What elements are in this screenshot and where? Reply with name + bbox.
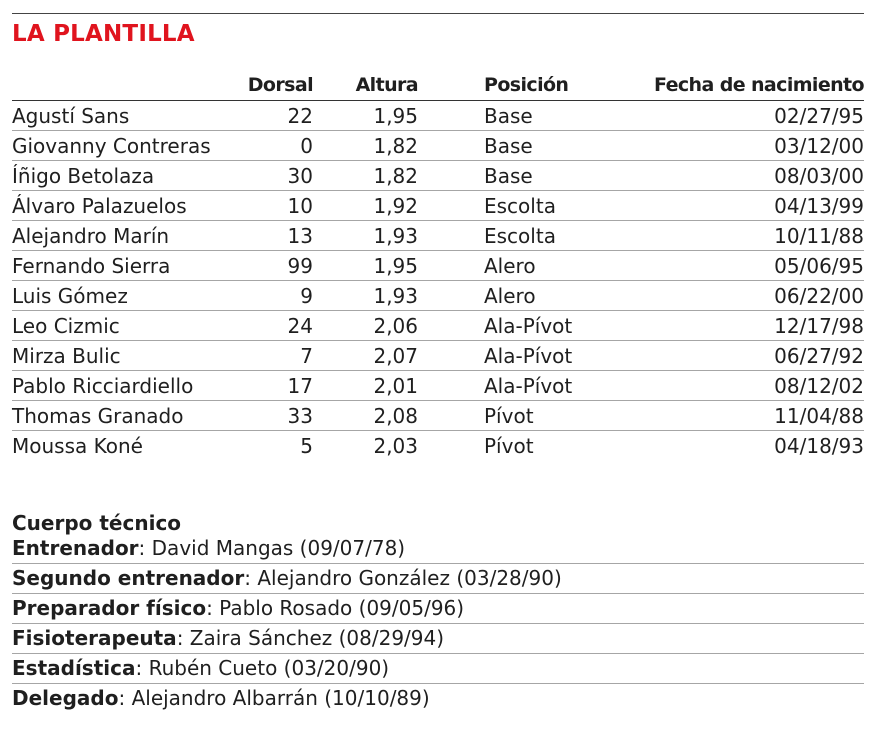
header-posicion: Posición	[484, 74, 569, 96]
player-posicion: Escolta	[484, 194, 556, 218]
player-fecha: 04/18/93	[774, 434, 864, 458]
player-dorsal: 5	[300, 434, 313, 458]
player-altura: 2,06	[373, 314, 418, 338]
table-row	[12, 341, 864, 371]
player-dorsal: 0	[300, 134, 313, 158]
player-dorsal: 22	[287, 104, 313, 128]
staff-person: David Mangas (09/07/78)	[151, 536, 406, 560]
player-altura: 1,82	[373, 134, 418, 158]
player-dorsal: 33	[287, 404, 313, 428]
table-row	[12, 161, 864, 191]
player-name: Luis Gómez	[12, 284, 128, 308]
player-posicion: Pívot	[484, 404, 534, 428]
table-row	[12, 431, 864, 461]
player-altura: 1,95	[373, 254, 418, 278]
player-altura: 2,01	[373, 374, 418, 398]
staff-separator: :	[206, 596, 220, 620]
player-altura: 1,93	[373, 224, 418, 248]
staff-separator: :	[118, 686, 132, 710]
player-altura: 1,95	[373, 104, 418, 128]
player-fecha: 06/27/92	[774, 344, 864, 368]
player-name: Agustí Sans	[12, 104, 130, 128]
player-fecha: 03/12/00	[774, 134, 864, 158]
player-posicion: Base	[484, 134, 533, 158]
player-fecha: 08/03/00	[774, 164, 864, 188]
player-posicion: Alero	[484, 284, 536, 308]
player-posicion: Ala-Pívot	[484, 314, 573, 338]
staff-role: Segundo entrenador	[12, 566, 245, 590]
player-dorsal: 17	[287, 374, 313, 398]
table-row	[12, 311, 864, 341]
staff-row	[12, 564, 864, 594]
player-fecha: 11/04/88	[774, 404, 864, 428]
player-posicion: Ala-Pívot	[484, 374, 573, 398]
table-row	[12, 371, 864, 401]
staff-row	[12, 594, 864, 624]
staff-role: Estadística	[12, 656, 136, 680]
staff-person: Zaira Sánchez (08/29/94)	[189, 626, 445, 650]
staff-person: Alejandro Albarrán (10/10/89)	[131, 686, 430, 710]
table-row	[12, 251, 864, 281]
player-fecha: 02/27/95	[774, 104, 864, 128]
staff-heading: Cuerpo técnico	[12, 511, 182, 535]
player-posicion: Pívot	[484, 434, 534, 458]
player-fecha: 10/11/88	[774, 224, 864, 248]
staff-separator: :	[135, 656, 149, 680]
player-dorsal: 9	[300, 284, 313, 308]
player-fecha: 04/13/99	[774, 194, 864, 218]
staff-separator: :	[176, 626, 190, 650]
player-name: Álvaro Palazuelos	[12, 194, 187, 218]
staff-role: Fisioterapeuta	[12, 626, 177, 650]
player-altura: 2,08	[373, 404, 418, 428]
player-fecha: 05/06/95	[774, 254, 864, 278]
staff-person: Alejandro González (03/28/90)	[257, 566, 562, 590]
staff-person: Rubén Cueto (03/20/90)	[148, 656, 390, 680]
table-row	[12, 401, 864, 431]
player-dorsal: 24	[287, 314, 313, 338]
header-dorsal: Dorsal	[247, 74, 313, 96]
player-dorsal: 99	[287, 254, 313, 278]
page-title: LA PLANTILLA	[12, 21, 195, 47]
table-row	[12, 191, 864, 221]
player-fecha: 12/17/98	[774, 314, 864, 338]
header-altura: Altura	[355, 74, 418, 96]
player-posicion: Base	[484, 104, 533, 128]
player-posicion: Alero	[484, 254, 536, 278]
player-altura: 2,03	[373, 434, 418, 458]
player-posicion: Escolta	[484, 224, 556, 248]
player-name: Moussa Koné	[12, 434, 143, 458]
staff-role: Delegado	[12, 686, 119, 710]
staff-row	[12, 684, 864, 714]
player-altura: 1,82	[373, 164, 418, 188]
table-row	[12, 101, 864, 131]
table-header-row	[12, 70, 864, 101]
player-posicion: Base	[484, 164, 533, 188]
player-name: Íñigo Betolaza	[12, 164, 155, 188]
table-row	[12, 221, 864, 251]
staff-separator: :	[138, 536, 152, 560]
player-dorsal: 13	[287, 224, 313, 248]
player-altura: 1,92	[373, 194, 418, 218]
staff-row	[12, 654, 864, 684]
player-name: Pablo Ricciardiello	[12, 374, 194, 398]
staff-list	[12, 534, 864, 714]
player-dorsal: 7	[300, 344, 313, 368]
player-name: Leo Cizmic	[12, 314, 120, 338]
table-row	[12, 281, 864, 311]
staff-row	[12, 624, 864, 654]
staff-row	[12, 534, 864, 564]
player-name: Alejandro Marín	[12, 224, 170, 248]
player-fecha: 08/12/02	[774, 374, 864, 398]
player-name: Thomas Granado	[12, 404, 184, 428]
header-fecha: Fecha de nacimiento	[653, 74, 864, 96]
staff-role: Entrenador	[12, 536, 139, 560]
table-row	[12, 131, 864, 161]
top-divider	[12, 13, 864, 14]
player-posicion: Ala-Pívot	[484, 344, 573, 368]
player-dorsal: 10	[287, 194, 313, 218]
staff-separator: :	[244, 566, 258, 590]
player-dorsal: 30	[287, 164, 313, 188]
player-name: Fernando Sierra	[12, 254, 171, 278]
player-fecha: 06/22/00	[774, 284, 864, 308]
staff-person: Pablo Rosado (09/05/96)	[219, 596, 465, 620]
player-name: Mirza Bulic	[12, 344, 121, 368]
player-name: Giovanny Contreras	[12, 134, 211, 158]
player-altura: 1,93	[373, 284, 418, 308]
roster-table	[12, 70, 864, 461]
player-altura: 2,07	[373, 344, 418, 368]
staff-role: Preparador físico	[12, 596, 207, 620]
